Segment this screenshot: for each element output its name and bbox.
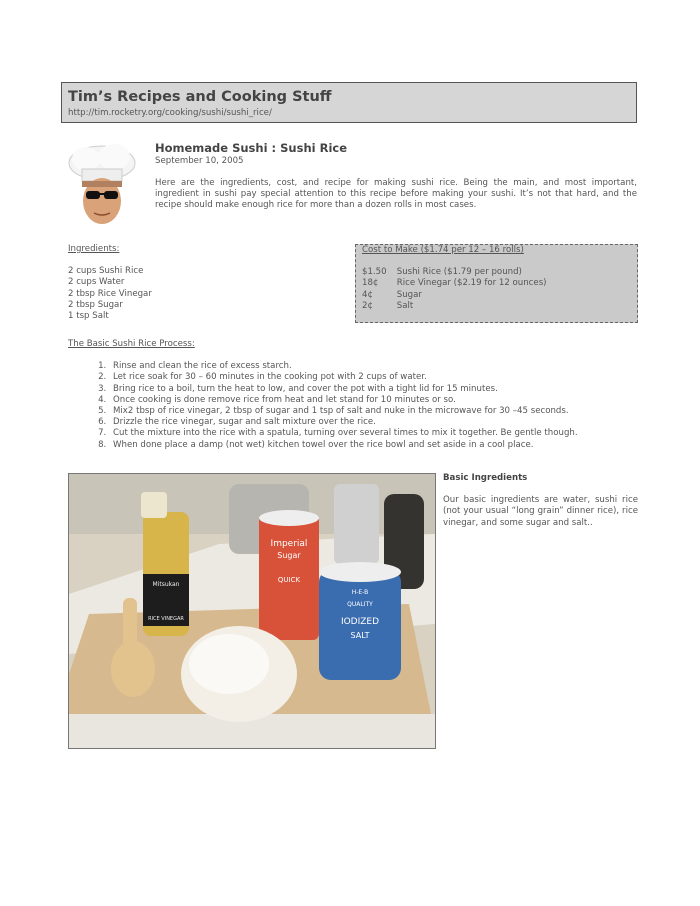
cost-item: Rice Vinegar ($2.19 for 12 ounces) (396, 278, 547, 289)
process-step: 6. Drizzle the rice vinegar, sugar and salt mixture over the rice. (109, 417, 638, 428)
cost-row (362, 278, 631, 289)
sugar-brand: Imperial (270, 539, 308, 549)
ingredients-list (68, 266, 328, 322)
cost-item: Salt (396, 300, 414, 311)
ingredient-item: 2 tbsp Rice Vinegar (68, 288, 152, 299)
process-step: 8. When done place a damp (not wet) kitchen towel over the rice bowl and set aside in a cool place. (109, 440, 638, 451)
article-date: September 10, 2005 (155, 156, 244, 166)
process-step: 2. Let rice soak for 30 – 60 minutes in the cooking pot with 2 cups of water. (109, 372, 638, 383)
cost-amount: $1.50 (362, 267, 387, 278)
process-section (68, 339, 638, 451)
cost-row (362, 301, 631, 312)
caption-heading: Basic Ingredients (443, 473, 528, 483)
site-title: Tim’s Recipes and Cooking Stuff (68, 89, 332, 105)
cost-heading: Cost to Make ($1.74 per 12 – 16 rolls) (362, 245, 524, 255)
cost-amount: 2¢ (362, 300, 373, 311)
salt-type: IODIZED (340, 617, 380, 627)
ingredients-section (68, 244, 328, 322)
process-step: 7. Cut the mixture into the rice with a spatula, turning over several times to mix it together. Be gentle though. (109, 428, 638, 439)
article-header (155, 141, 637, 212)
salt-word: SALT (350, 631, 370, 640)
chef-avatar (66, 141, 138, 227)
process-step: 3. Bring rice to a boil, turn the heat to low, and cover the pot with a tight lid for 15 minutes. (109, 384, 638, 395)
process-heading: The Basic Sushi Rice Process: (68, 339, 195, 349)
cost-amount: 4¢ (362, 289, 373, 300)
ingredients-heading: Ingredients: (68, 244, 120, 254)
cost-item: Sushi Rice ($1.79 per pound) (396, 267, 522, 278)
ingredient-item: 2 cups Sushi Rice (68, 266, 144, 277)
article-title: Homemade Sushi : Sushi Rice (155, 141, 347, 155)
cost-amount: 18¢ (362, 278, 379, 289)
ingredients-photo (68, 473, 436, 749)
process-step: 5. Mix2 tbsp of rice vinegar, 2 tbsp of sugar and 1 tsp of salt and nuke in the microwave for 30 –45 seconds. (109, 406, 638, 417)
process-step: 1. Rinse and clean the rice of excess starch. (109, 361, 638, 372)
article-intro: Here are the ingredients, cost, and recipe for making sushi rice. Being the main, and most important, ingredient in sushi pay special attention to this recipe before making your sushi. It’s not that hard, and the recipe should make enough rice for more than a dozen rolls in most cases. (155, 178, 637, 211)
photo-caption (443, 473, 638, 529)
ingredient-item: 2 tbsp Sugar (68, 299, 123, 310)
sugar-word: Sugar (277, 551, 301, 560)
cost-list (362, 267, 631, 312)
salt-brand: H-E-B (351, 589, 369, 596)
cost-row (362, 290, 631, 301)
cost-item: Sugar (396, 289, 422, 300)
bottle-label: RICE VINEGAR (148, 616, 184, 622)
caption-text: Our basic ingredients are water, sushi rice (not your usual “long grain” dinner rice), rice vinegar, and some sugar and salt.. (443, 495, 638, 528)
process-step: 4. Once cooking is done remove rice from heat and let stand for 10 minutes or so. (109, 395, 638, 406)
ingredient-item: 1 tsp Salt (68, 311, 109, 322)
cost-row (362, 267, 631, 278)
bottle-brand: Mitsukan (152, 581, 180, 588)
sugar-type: QUICK (277, 576, 301, 584)
page-url: http://tim.rocketry.org/cooking/sushi/sushi_rice/ (68, 108, 272, 118)
site-banner (61, 82, 637, 123)
cost-box (355, 244, 638, 323)
process-steps (68, 361, 638, 451)
ingredient-item: 2 cups Water (68, 277, 125, 288)
salt-quality: QUALITY (347, 601, 373, 608)
photo-illustration (69, 474, 435, 748)
